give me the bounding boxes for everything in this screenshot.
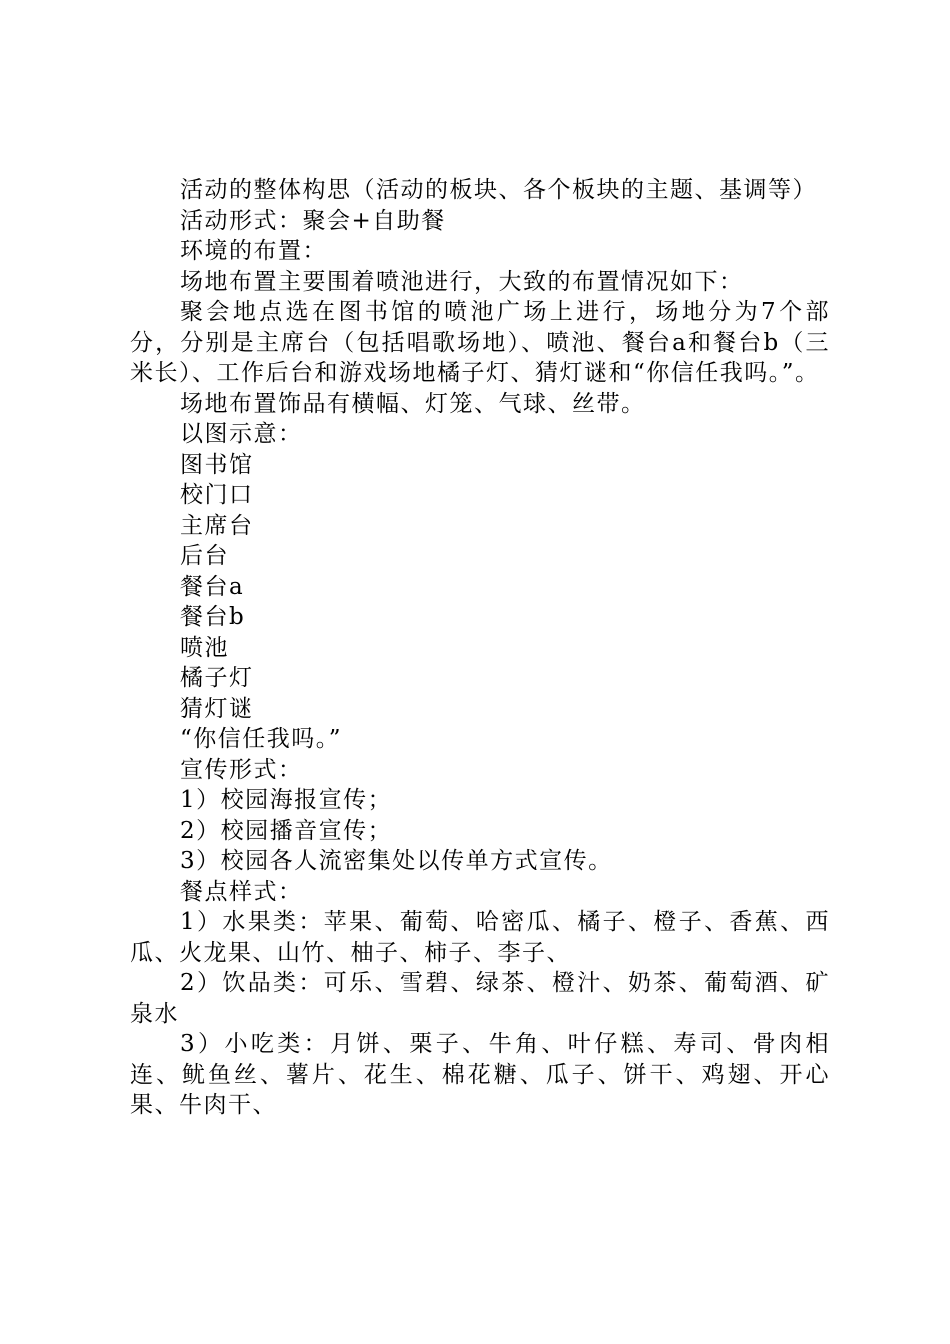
list-item: 2）校园播音宣传； <box>180 817 393 844</box>
list-item: 1）水果类：苹果、葡萄、哈密瓜、橘子、橙子、香蕉、西瓜、火龙果、山竹、柚子、柿子、李子、 <box>130 909 830 966</box>
paragraph-diagram-label: 以图示意： <box>180 421 303 447</box>
list-item: 橘子灯 <box>180 665 254 691</box>
paragraph-venue: 聚会地点选在图书馆的喷池广场上进行，场地分为7个部分，分别是主席台（包括唱歌场地）、喷池、餐台a和餐台b（三米长）、工作后台和游戏场地橘子灯、猜灯谜和“你信任我吗。”。 <box>130 299 830 386</box>
list-item: 校门口 <box>180 482 254 508</box>
paragraph-promotion: 宣传形式： <box>180 756 303 783</box>
list-item: 餐台b <box>180 604 246 630</box>
list-item: 3）校园各人流密集处以传单方式宣传。 <box>180 848 613 874</box>
list-item: 猜灯谜 <box>180 695 254 722</box>
document-body <box>130 175 830 1121</box>
list-item: 后台 <box>180 543 229 569</box>
list-item: 2）饮品类：可乐、雪碧、绿茶、橙汁、奶茶、葡萄酒、矿泉水 <box>130 970 830 1027</box>
list-item: “你信任我吗。” <box>180 726 343 752</box>
list-item: 喷池 <box>180 634 229 661</box>
list-item: 图书馆 <box>180 451 254 478</box>
paragraph-concept: 活动的整体构思（活动的板块、各个板块的主题、基调等） <box>180 177 817 203</box>
paragraph-format: 活动形式：聚会+自助餐 <box>180 207 446 234</box>
list-item: 1）校园海报宣传； <box>180 787 393 813</box>
list-item: 3）小吃类：月饼、栗子、牛角、叶仔糕、寿司、骨肉相连、鱿鱼丝、薯片、花生、棉花糖、瓜子、饼干、鸡翅、开心果、牛肉干、 <box>130 1031 830 1118</box>
list-item: 餐台a <box>180 573 245 600</box>
paragraph-environment: 环境的布置： <box>180 238 327 264</box>
paragraph-decorations: 场地布置饰品有横幅、灯笼、气球、丝带。 <box>180 390 646 417</box>
list-item: 主席台 <box>180 512 254 539</box>
paragraph-food: 餐点样式： <box>180 878 303 905</box>
paragraph-layout-intro: 场地布置主要围着喷池进行，大致的布置情况如下： <box>180 268 744 295</box>
